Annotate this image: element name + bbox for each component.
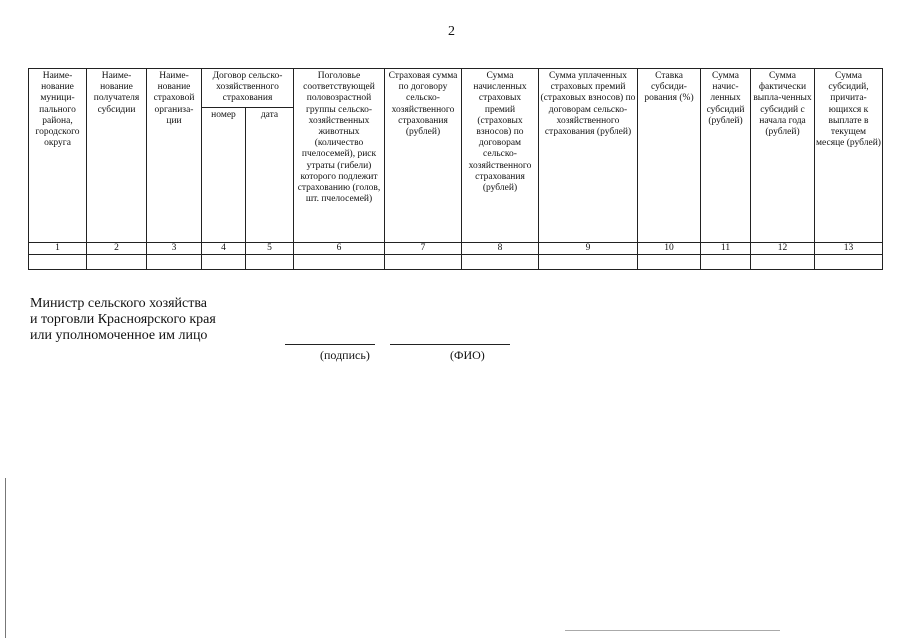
header-municipality: Наиме-нование муници-пального района, городского округа: [29, 69, 87, 243]
signature-line: [285, 344, 375, 345]
header-accrued-subsidies: Сумма начис-ленных субсидий (рублей): [701, 69, 751, 243]
header-contract-group: Договор сельско-хозяйственного страхования: [202, 69, 294, 108]
column-number: 4: [202, 242, 246, 254]
table-cell: [29, 254, 87, 269]
faint-scan-artifact: [565, 630, 780, 631]
table-cell: [751, 254, 815, 269]
table-cell: [701, 254, 751, 269]
column-number: 1: [29, 242, 87, 254]
header-subsidy-rate: Ставка субсиди-рования (%): [638, 69, 701, 243]
column-number: 7: [385, 242, 462, 254]
header-insurer: Наиме-нование страховой организа-ции: [147, 69, 202, 243]
header-paid-subsidies: Сумма фактически выпла-ченных субсидий с начала года (рублей): [751, 69, 815, 243]
page-number: 2: [448, 24, 455, 39]
header-insured-sum: Страховая сумма по договору сельско-хозяйственного страхования (рублей): [385, 69, 462, 243]
table-cell: [462, 254, 539, 269]
table-cell: [87, 254, 147, 269]
column-number: 10: [638, 242, 701, 254]
column-number: 2: [87, 242, 147, 254]
column-number-row: [29, 242, 883, 254]
table-cell: [246, 254, 294, 269]
signature-label: (подпись): [320, 348, 370, 362]
name-line: [390, 344, 510, 345]
table-cell: [638, 254, 701, 269]
signatory-line-2: и торговли Красноярского края: [30, 312, 216, 327]
header-contract-date: дата: [246, 107, 294, 242]
header-contract-number: номер: [202, 107, 246, 242]
header-paid-premiums: Сумма уплаченных страховых премий (страховых взносов) по договорам сельско-хозяйственного страхования (рублей): [539, 69, 638, 243]
column-number: 12: [751, 242, 815, 254]
column-number: 9: [539, 242, 638, 254]
header-due-subsidies: Сумма субсидий, причита-ющихся к выплате в текущем месяце (рублей): [815, 69, 883, 243]
column-number: 8: [462, 242, 539, 254]
table-cell: [294, 254, 385, 269]
header-livestock: Поголовье соответствующей половозрастной группы сельско-хозяйственных животных (количество пчелосемей), риск утраты (гибели) которого подлежит страхованию (голов, шт. пчелосемей): [294, 69, 385, 243]
scan-margin-line: [5, 478, 6, 638]
name-label: (ФИО): [450, 348, 485, 362]
column-number: 6: [294, 242, 385, 254]
signatory-line-1: Министр сельского хозяйства: [30, 296, 207, 311]
subsidy-report-table: [28, 68, 883, 270]
signatory-block: [30, 296, 216, 344]
signatory-line-3: или уполномоченное им лицо: [30, 328, 208, 343]
header-accrued-premiums: Сумма начисленных страховых премий (страховых взносов) по договорам сельско-хозяйственного страхования (рублей): [462, 69, 539, 243]
table-cell: [539, 254, 638, 269]
column-number: 13: [815, 242, 883, 254]
column-number: 5: [246, 242, 294, 254]
empty-data-row: [29, 254, 883, 269]
header-recipient: Наиме-нование получателя субсидии: [87, 69, 147, 243]
column-number: 11: [701, 242, 751, 254]
table-cell: [202, 254, 246, 269]
table-cell: [815, 254, 883, 269]
table-cell: [147, 254, 202, 269]
column-number: 3: [147, 242, 202, 254]
table-cell: [385, 254, 462, 269]
